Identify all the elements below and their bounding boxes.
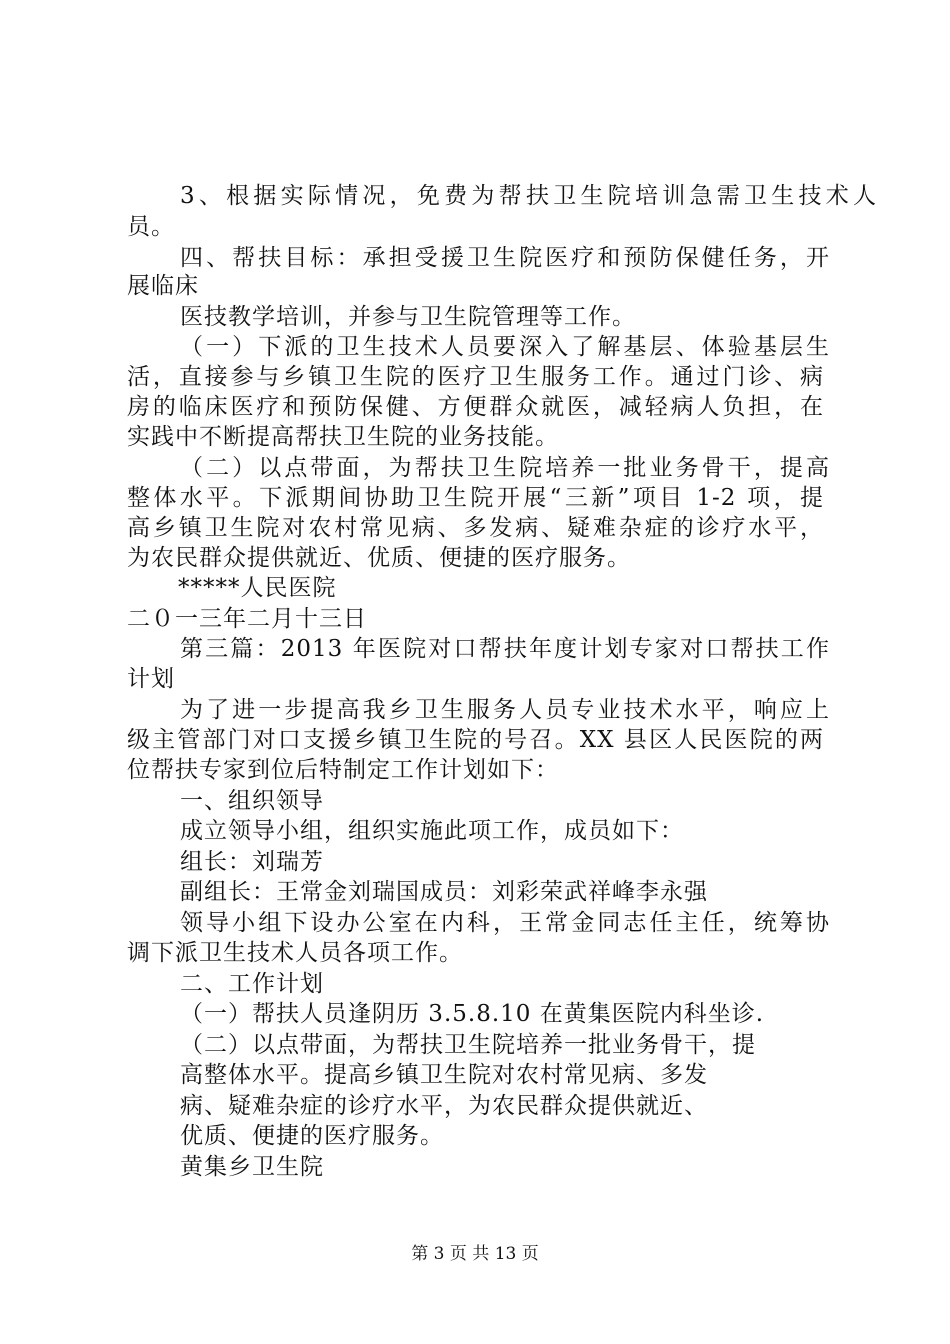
body-line: 四、帮扶目标：承担受援卫生院医疗和预防保健任务，开 xyxy=(180,245,830,271)
body-line: 病、疑难杂症的诊疗水平，为农民群众提供就近、 xyxy=(180,1093,708,1119)
body-line: （二）以点带面，为帮扶卫生院培养一批业务骨干，提 xyxy=(180,1032,756,1058)
body-line: 高乡镇卫生院对农村常见病、多发病、疑难杂症的诊疗水平， xyxy=(127,515,824,541)
body-line: 展临床 xyxy=(127,273,199,299)
body-line: 医技教学培训，并参与卫生院管理等工作。 xyxy=(180,304,636,330)
body-line: 位帮扶专家到位后特制定工作计划如下： xyxy=(127,757,559,783)
section-title: 计划 xyxy=(127,666,175,692)
body-line: 房的临床医疗和预防保健、方便群众就医，减轻病人负担，在 xyxy=(127,394,824,420)
body-line: 活，直接参与乡镇卫生院的医疗卫生服务工作。通过门诊、病 xyxy=(127,364,824,390)
body-line: 实践中不断提高帮扶卫生院的业务技能。 xyxy=(127,424,559,450)
heading-line: 二、工作计划 xyxy=(180,971,324,997)
body-line: 为了进一步提高我乡卫生服务人员专业技术水平，响应上 xyxy=(180,697,830,723)
body-line: 为农民群众提供就近、优质、便捷的医疗服务。 xyxy=(127,545,631,571)
body-line: （二）以点带面，为帮扶卫生院培养一批业务骨干，提高 xyxy=(180,455,830,481)
signature-date: 二０一三年二月十三日 xyxy=(127,606,367,632)
body-line: 优质、便捷的医疗服务。 xyxy=(180,1123,444,1149)
body-line: （一）下派的卫生技术人员要深入了解基层、体验基层生 xyxy=(180,334,830,360)
body-line: 级主管部门对口支援乡镇卫生院的号召。XX 县区人民医院的两 xyxy=(127,727,824,753)
body-line: 副组长：王常金刘瑞国成员：刘彩荣武祥峰李永强 xyxy=(180,879,708,905)
body-line: 3、根据实际情况，免费为帮扶卫生院培训急需卫生技术人 xyxy=(180,183,877,209)
body-line: （一）帮扶人员逢阴历 3.5.8.10 在黄集医院内科坐诊. xyxy=(180,1001,765,1027)
signature-org: 黄集乡卫生院 xyxy=(180,1154,324,1180)
body-line: 成立领导小组，组织实施此项工作，成员如下： xyxy=(180,818,684,844)
body-line: 组长：刘瑞芳 xyxy=(180,849,324,875)
body-line: 整体水平。下派期间协助卫生院开展“三新”项目 1-2 项，提 xyxy=(127,485,824,511)
body-line: 领导小组下设办公室在内科，王常金同志任主任，统筹协 xyxy=(180,910,830,936)
heading-line: 一、组织领导 xyxy=(180,788,324,814)
signature-org: *****人民医院 xyxy=(178,575,337,601)
body-line: 高整体水平。提高乡镇卫生院对农村常见病、多发 xyxy=(180,1062,708,1088)
section-title: 第三篇：2013 年医院对口帮扶年度计划专家对口帮扶工作 xyxy=(180,636,830,662)
body-line: 调下派卫生技术人员各项工作。 xyxy=(127,940,463,966)
page-number-footer: 第 3 页 共 13 页 xyxy=(411,1244,539,1264)
body-line: 员。 xyxy=(127,214,175,240)
